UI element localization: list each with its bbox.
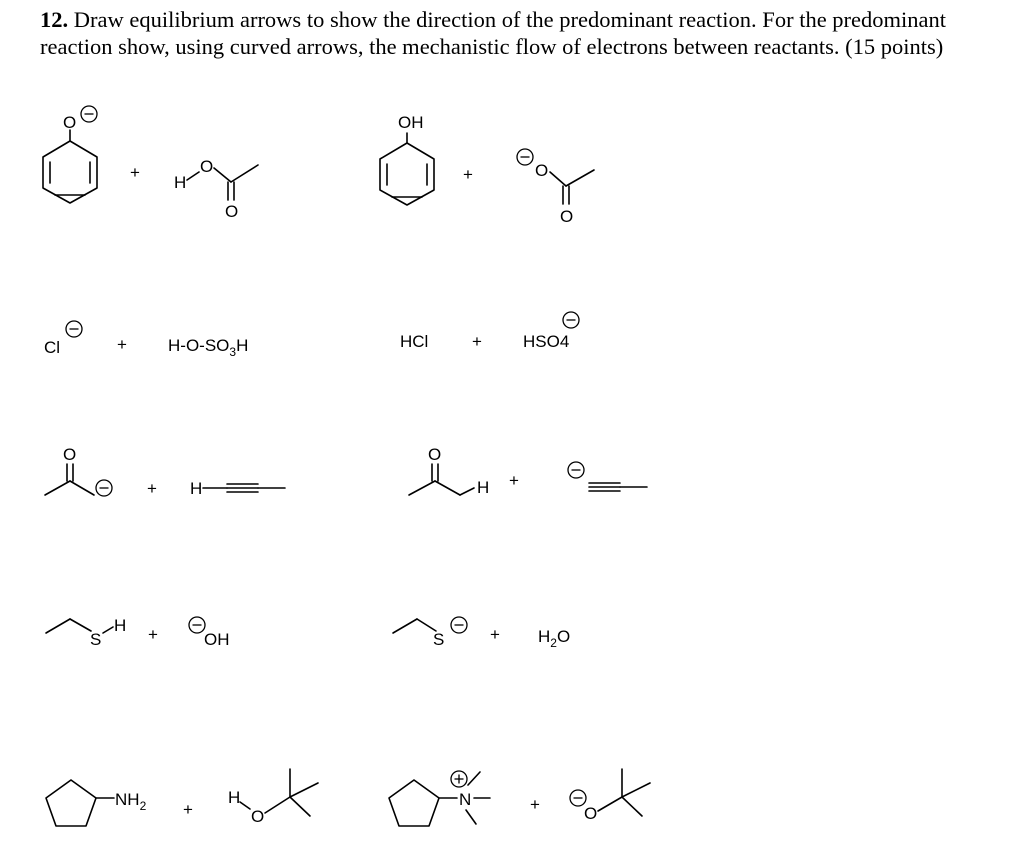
propyne-molecule <box>190 479 285 498</box>
plus-sign: + <box>490 625 500 644</box>
formula-subscript: 3 <box>229 345 237 359</box>
negative-charge-icon <box>563 312 579 328</box>
negative-charge-icon <box>451 617 467 633</box>
atom-label: N <box>459 790 472 809</box>
cyclopentylamine-molecule <box>46 780 147 826</box>
negative-charge-icon <box>517 149 533 165</box>
atom-label: O <box>251 807 265 826</box>
plus-sign: + <box>117 335 127 354</box>
atom-label: H <box>477 478 490 497</box>
formula-subscript: 2 <box>550 636 557 650</box>
acetic-acid-molecule <box>174 157 258 221</box>
tert-butoxide-ion <box>570 769 650 823</box>
hydroxide-ion <box>189 617 230 649</box>
positive-charge-icon <box>451 771 467 787</box>
svg-text:NH2 <box>115 790 147 813</box>
plus-sign: + <box>509 471 519 490</box>
atom-label: O <box>560 207 574 226</box>
plus-sign: + <box>472 332 482 351</box>
acetone-molecule <box>409 445 489 497</box>
question-body: Draw equilibrium arrows to show the direction of the predominant reaction. For the predominant reaction show, using curved arrows, the mechanistic flow of electrons between reactants. (15 points) <box>40 7 947 59</box>
atom-label: H <box>190 479 203 498</box>
atom-label: OH <box>398 113 424 132</box>
plus-sign: + <box>530 795 540 814</box>
atom-label: S <box>433 630 445 649</box>
acetone-enolate-molecule <box>45 445 112 496</box>
plus-sign: + <box>183 800 193 819</box>
tert-butanol-molecule <box>228 769 318 826</box>
water-molecule <box>538 627 570 650</box>
atom-label: O <box>63 113 77 132</box>
atom-label: O <box>200 157 214 176</box>
negative-charge-icon <box>568 462 584 478</box>
sulfuric-acid <box>168 336 248 359</box>
formula-part: H <box>538 627 551 646</box>
atom-label: O <box>225 202 239 221</box>
question-number: 12. <box>40 7 69 32</box>
phenol-molecule <box>380 113 434 205</box>
acetate-molecule <box>517 149 594 226</box>
cyclopentyl-trimethylammonium-ion <box>389 771 490 826</box>
plus-sign: + <box>148 625 158 644</box>
formula-part: HSO4 <box>523 332 570 351</box>
phenoxide-molecule <box>43 106 97 203</box>
atom-label: H <box>228 788 241 807</box>
svg-text:H-O-SO3H <box>168 336 248 359</box>
ethanethiolate-ion <box>393 617 467 649</box>
atom-label: O <box>63 445 77 464</box>
plus-sign: + <box>130 163 140 182</box>
plus-sign: + <box>147 479 157 498</box>
atom-label: O <box>584 804 598 823</box>
atom-label: O <box>535 161 549 180</box>
atom-label: H <box>114 616 127 635</box>
atom-label: S <box>90 630 102 649</box>
formula-part: H <box>236 336 249 355</box>
formula-subscript: 2 <box>139 799 147 813</box>
atom-label: OH <box>204 630 230 649</box>
negative-charge-icon <box>66 321 82 337</box>
propynide-ion <box>568 462 647 491</box>
atom-label: NH <box>115 790 140 809</box>
negative-charge-icon <box>96 480 112 496</box>
atom-label: O <box>428 445 442 464</box>
chloride-ion <box>44 321 82 357</box>
negative-charge-icon <box>81 106 97 122</box>
hydrogen-chloride: HCl <box>400 332 429 351</box>
plus-sign: + <box>463 165 473 184</box>
atom-label: Cl <box>44 338 61 357</box>
bisulfate-ion <box>523 312 579 351</box>
formula-part: H-O-SO <box>168 336 230 355</box>
atom-label: H <box>174 173 187 192</box>
ethanethiol-molecule <box>46 616 126 649</box>
formula-part: O <box>556 627 571 646</box>
negative-charge-icon <box>189 617 205 633</box>
